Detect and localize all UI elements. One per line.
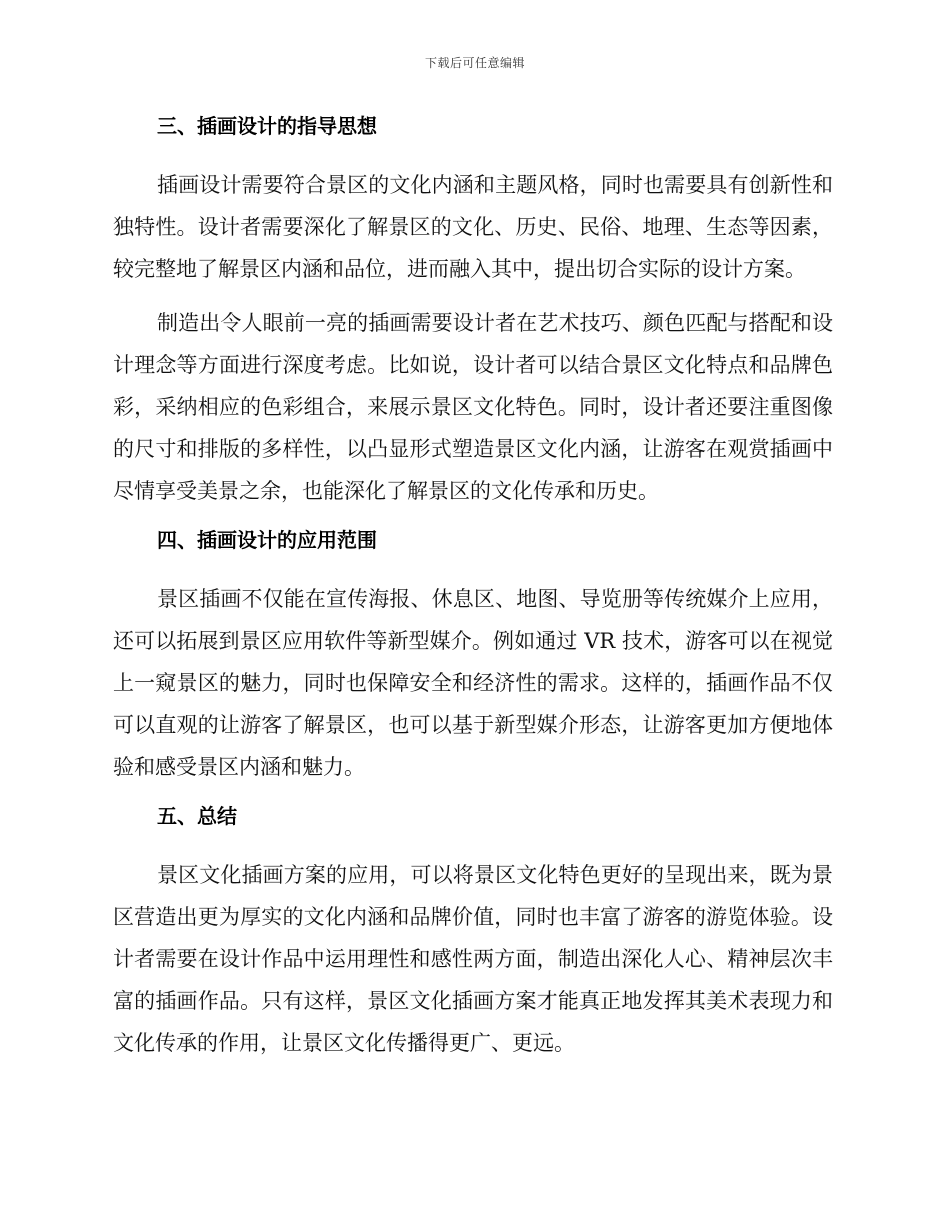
paragraph: 景区插画不仅能在宣传海报、休息区、地图、导览册等传统媒介上应用，还可以拓展到景区应用软件等新型媒介。例如通过 VR 技术，游客可以在视觉上一窥景区的魅力，同时也保障安全和经济性的需求。这样的，插画作品不仅可以直观的让游客了解景区，也可以基于新型媒介形态，让游客更加方便地体验和感受景区内涵和魅力。 <box>113 587 833 779</box>
section-heading: 四、插画设计的应用范围 <box>157 528 377 552</box>
section-heading: 三、插画设计的指导思想 <box>157 114 377 138</box>
section-summary <box>113 800 833 1064</box>
paragraph: 插画设计需要符合景区的文化内涵和主题风格，同时也需要具有创新性和独特性。设计者需要深化了解景区的文化、历史、民俗、地理、生态等因素，较完整地了解景区内涵和品位，进而融入其中，提出切合实际的设计方案。 <box>113 173 833 281</box>
section-guiding-principles <box>113 110 833 512</box>
document-body <box>113 110 833 1076</box>
section-heading: 五、总结 <box>157 804 237 828</box>
section-application-scope <box>113 524 833 788</box>
header-note: 下载后可任意编辑 <box>424 56 525 70</box>
paragraph: 景区文化插画方案的应用，可以将景区文化特色更好的呈现出来，既为景区营造出更为厚实的文化内涵和品牌价值，同时也丰富了游客的游览体验。设计者需要在设计作品中运用理性和感性两方面，制造出深化人心、精神层次丰富的插画作品。只有这样，景区文化插画方案才能真正地发挥其美术表现力和文化传承的作用，让景区文化传播得更广、更远。 <box>113 863 833 1055</box>
paragraph: 制造出令人眼前一亮的插画需要设计者在艺术技巧、颜色匹配与搭配和设计理念等方面进行深度考虑。比如说，设计者可以结合景区文化特点和品牌色彩，采纳相应的色彩组合，来展示景区文化特色。同时，设计者还要注重图像的尺寸和排版的多样性，以凸显形式塑造景区文化内涵，让游客在观赏插画中尽情享受美景之余，也能深化了解景区的文化传承和历史。 <box>113 311 833 503</box>
